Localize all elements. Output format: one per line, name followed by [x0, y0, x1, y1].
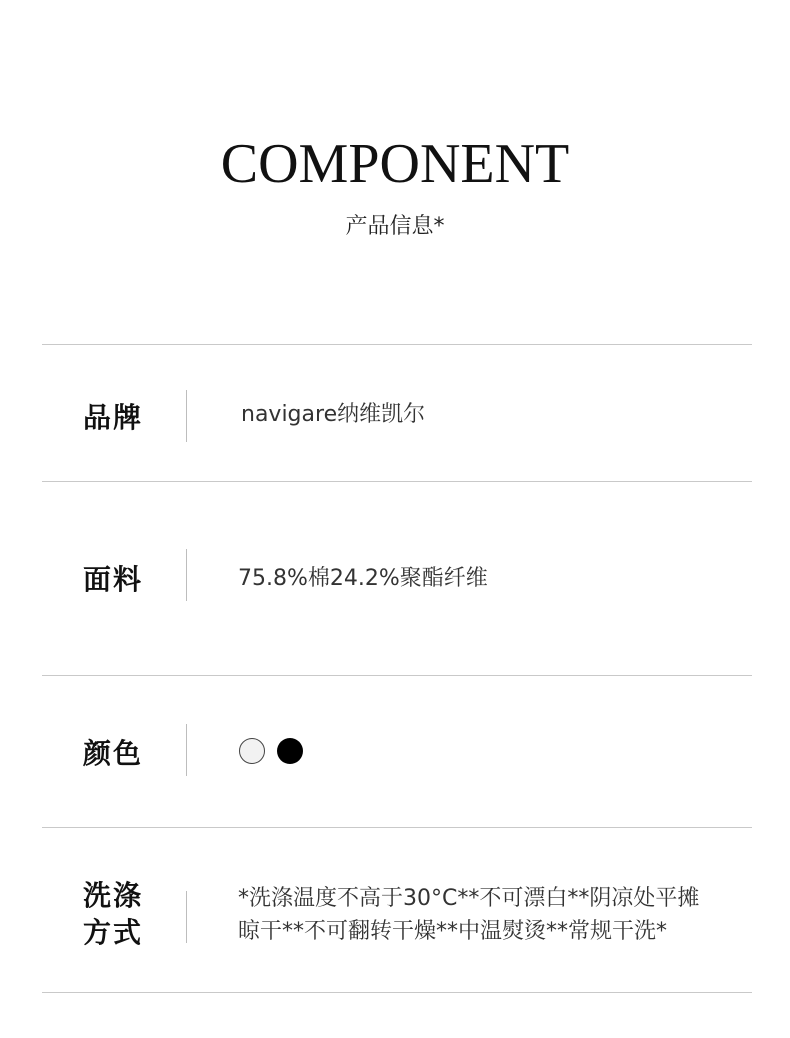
brand-value: navigare纳维凯尔	[241, 402, 426, 427]
fabric-value: 75.8%棉24.2%聚酯纤维	[238, 566, 488, 591]
fabric-label: 面料	[83, 563, 144, 596]
black-swatch[interactable]	[277, 738, 303, 764]
divider-bottom	[42, 992, 752, 993]
page-title: COMPONENT	[220, 133, 570, 195]
brand-label: 品牌	[83, 401, 144, 434]
divider-fabric	[42, 675, 752, 676]
washing-separator	[186, 891, 187, 943]
washing-label-line2: 方式	[83, 916, 144, 949]
color-separator	[186, 724, 187, 776]
page-subtitle: 产品信息*	[345, 214, 445, 239]
washing-value-line2: 晾干**不可翻转干燥**中温熨烫**常规干洗*	[238, 919, 668, 944]
washing-label-line1: 洗涤	[83, 879, 144, 912]
divider-brand	[42, 481, 752, 482]
color-label: 颜色	[83, 737, 144, 770]
divider-color	[42, 827, 752, 828]
fabric-separator	[186, 549, 187, 601]
brand-separator	[186, 390, 187, 442]
washing-value-line1: *洗涤温度不高于30°C**不可漂白**阴凉处平摊	[238, 886, 700, 911]
white-swatch[interactable]	[239, 738, 265, 764]
divider-top	[42, 344, 752, 345]
